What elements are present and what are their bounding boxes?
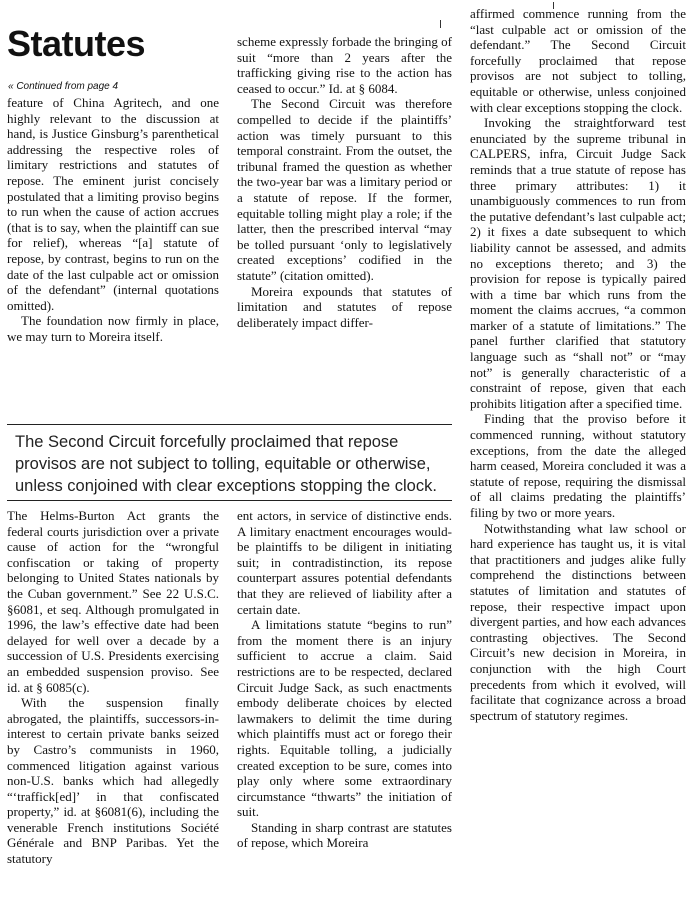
pull-quote bbox=[7, 424, 452, 501]
crop-mark bbox=[440, 20, 441, 28]
column-2-bottom bbox=[237, 508, 452, 851]
paragraph: A limitations statute “begins to run” from the moment there is an injury sufficient to accrue a claim. Said restrictions are to be respected, declared Circuit Judge Sack, as such enactments embody deliberate choices by elected lawmakers to delimit the time during which plaintiffs must act or forego their rights. Equitable tolling, a judicially created exception to be sure, comes into play only where some extraordinary circumstance “thwarts” the initiation of suit. bbox=[237, 617, 452, 820]
column-3 bbox=[470, 6, 686, 723]
paragraph: Invoking the straightforward test enunciated by the supreme tribunal in CALPERS, infra, Circuit Judge Sack reminds that a true statute of repose has three primary attributes: 1) it unambiguously commences to run from the putative defendant’s last culpable act; 2) it fixes a date subsequent to which liability cannot be assessed, and admits no exceptions thereto; and 3) the provision for repose is typically paired with a time bar which runs from the moment the claims accrues, “a common marker of a statute of limitations.” The panel further clarified that statutory language such as “shall not” or “may not” is generally characteristic of a constraint of repose, given that each prohibits litigation after a specified time. bbox=[470, 115, 686, 411]
paragraph: The foundation now firmly in place, we may turn to Moreira itself. bbox=[7, 313, 219, 344]
paragraph: With the suspension finally abrogated, the plaintiffs, successors-in-interest to certain private banks seized by Castro’s communists in 1960, commenced litigation against various non-U.S. banks which had allegedly “‘traffick[ed]’ in that confiscated property,” id. at §6081(6), including the venerable French institutions Société Générale and BNP Paribas. Yet the statutory bbox=[7, 695, 219, 867]
pull-quote-text: The Second Circuit forcefully proclaimed that repose provisos are not subject to tolling, equitable or otherwise, unless conjoined with clear exceptions stopping the clock. bbox=[15, 433, 437, 495]
article-title: Statutes bbox=[7, 23, 146, 64]
paragraph: affirmed commence running from the “last culpable act or omission of the defendant.” The Second Circuit forcefully proclaimed that repose provisos are not subject to tolling, equitable or otherwise, unless conjoined with clear exceptions stopping the clock. bbox=[470, 6, 686, 115]
paragraph: ent actors, in service of distinctive ends. A limitary enactment encourages would-be plaintiffs to be diligent in initiating suit; in contradistinction, its repose counterpart assures potential defendants that they are relieved of liability after a certain date. bbox=[237, 508, 452, 617]
continued-from-note: « Continued from page 4 bbox=[8, 81, 119, 92]
paragraph: Finding that the proviso before it commenced running, without statutory exceptions, from the date the alleged harm ceased, Moreira concluded it was a statute of repose, requiring the dismissal of all claims predating the plaintiffs’ filing by two or more years. bbox=[470, 411, 686, 520]
column-2-top bbox=[237, 34, 452, 330]
paragraph: Moreira expounds that statutes of limitation and statutes of repose deliberately impact differ- bbox=[237, 283, 452, 330]
paragraph: The Helms-Burton Act grants the federal courts jurisdiction over a private cause of action for the “wrongful confiscation or taking of property belonging to United States nationals by the Cuban government.” See 22 U.S.C. §6081, et seq. Although promulgated in 1996, the law’s effective date had been delayed for well over a decade by a succession of U.S. Presidents exercising an embedded suspension proviso. See id. at § 6085(c). bbox=[7, 508, 219, 695]
paragraph: Notwithstanding what law school or hard experience has taught us, it is vital that practitioners and judges alike fully comprehend the distinctions between statutes of limitation and statutes of repose, their respective impact upon divergent parties, and how each advances contrasting objectives. The Second Circuit’s new decision in Moreira, in conjunction with the high Court precedents from which it evolved, will facilitate that cognizance across a broad spectrum of statutory regimes. bbox=[470, 520, 686, 723]
paragraph: scheme expressly forbade the bringing of suit “more than 2 years after the trafficking giving rise to the action has ceased to occur.” Id. at § 6084. bbox=[237, 34, 452, 96]
paragraph: Standing in sharp contrast are statutes of repose, which Moreira bbox=[237, 819, 452, 851]
paragraph: feature of China Agritech, and one highly relevant to the discussion at hand, is Justice Ginsburg’s parenthetical addressing the respective roles of limitary restrictions and statutes of repose. The eminent jurist concisely postulated that a limiting proviso begins to run when the cause of action accrues (that is to say, when the plaintiff can sue for relief), whereas “[a] statute of repose, by contrast, begins to run on the date of the last culpable act or omission of the defendant” (internal quotations omitted). bbox=[7, 95, 219, 313]
paragraph: The Second Circuit was therefore compelled to decide if the plaintiffs’ action was timely pursuant to this temporal constraint. From the outset, the tribunal framed the question as whether the two-year bar was a limitary period or a statute of repose. If the former, equitable tolling might play a role; if the latter, then the prescribed interval “may be tolled pursuant ‘only to legislatively created exceptions’ codified in the statute” (citation omitted). bbox=[237, 96, 452, 283]
column-1-bottom bbox=[7, 508, 219, 867]
column-1-top bbox=[7, 95, 219, 345]
